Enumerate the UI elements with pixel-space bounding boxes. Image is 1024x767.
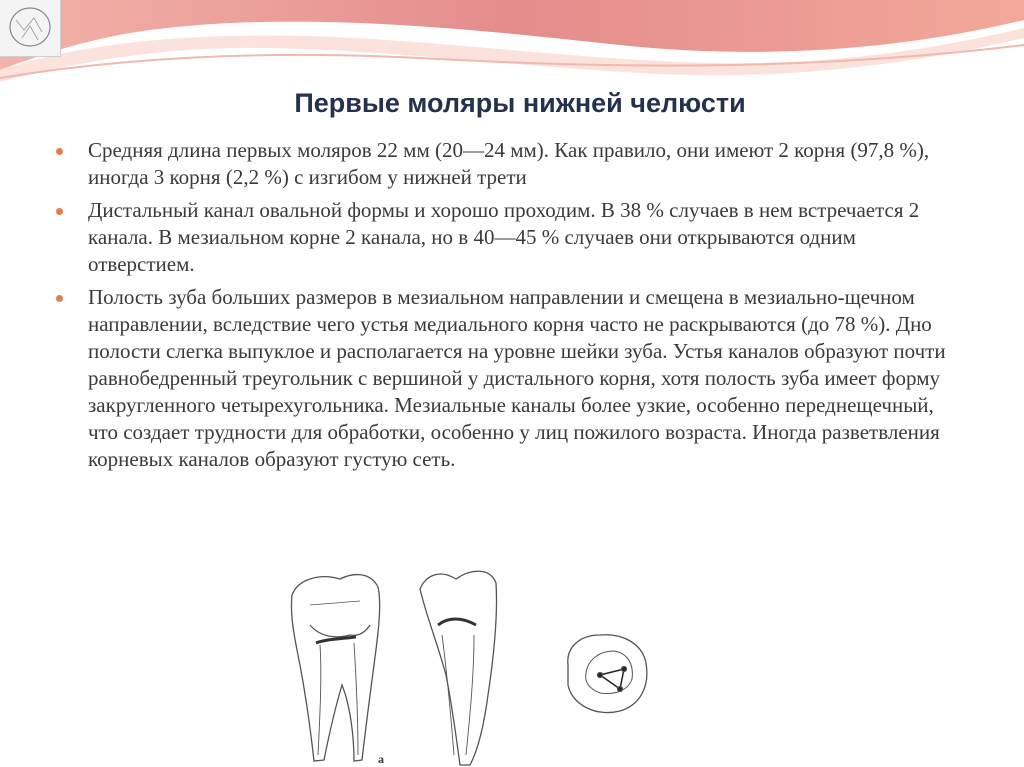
tooth-section-illustration: [291, 575, 379, 761]
bullet-dot-icon: [56, 295, 63, 302]
bullet-text: Средняя длина первых моляров 22 мм (20—24 мм). Как правило, они имеют 2 корня (97,8 %), иногда 3 корня (2,2 %) с изгибом у нижней трети: [88, 138, 930, 189]
bullet-item: [52, 197, 952, 278]
tooth-root-illustration: [420, 571, 497, 765]
bullet-list: [52, 137, 952, 479]
slide-title: Первые моляры нижней челюсти: [294, 88, 746, 118]
bullet-item: [52, 137, 952, 191]
bullet-text: Дистальный канал овальной формы и хорошо проходим. В 38 % случаев в нем встречается 2 канала. В мезиальном корне 2 канала, но в 40—45 % случаев они открываются одним отверстием.: [88, 198, 920, 276]
bullet-dot-icon: [56, 148, 63, 155]
tooth-illustrations: [270, 565, 710, 767]
bullet-item: [52, 284, 952, 473]
header-wave-decoration: [0, 0, 1024, 90]
slide-thumbnail-image: [0, 0, 61, 57]
bullet-text: Полость зуба больших размеров в мезиальном направлении и смещена в мезиально-щечном направлении, вследствие чего устья медиального корня часто не раскрываются (до 78 %). Дно полости слегка выпуклое и располагается на уровне шейки зуба. Устья каналов образуют почти равнобедренный треугольник с вершиной у дистального корня, хотя полость зуба имеет форму закругленного четырехугольника. Мезиальные каналы более узкие, особенно переднещечный, что создает трудности для обработки, особенно у лиц пожилого возраста. Иногда разветвления корневых каналов образуют густую сеть.: [88, 285, 946, 471]
figure-label: а: [378, 752, 384, 766]
bullet-dot-icon: [56, 208, 63, 215]
tooth-cross-section-illustration: [568, 635, 647, 713]
